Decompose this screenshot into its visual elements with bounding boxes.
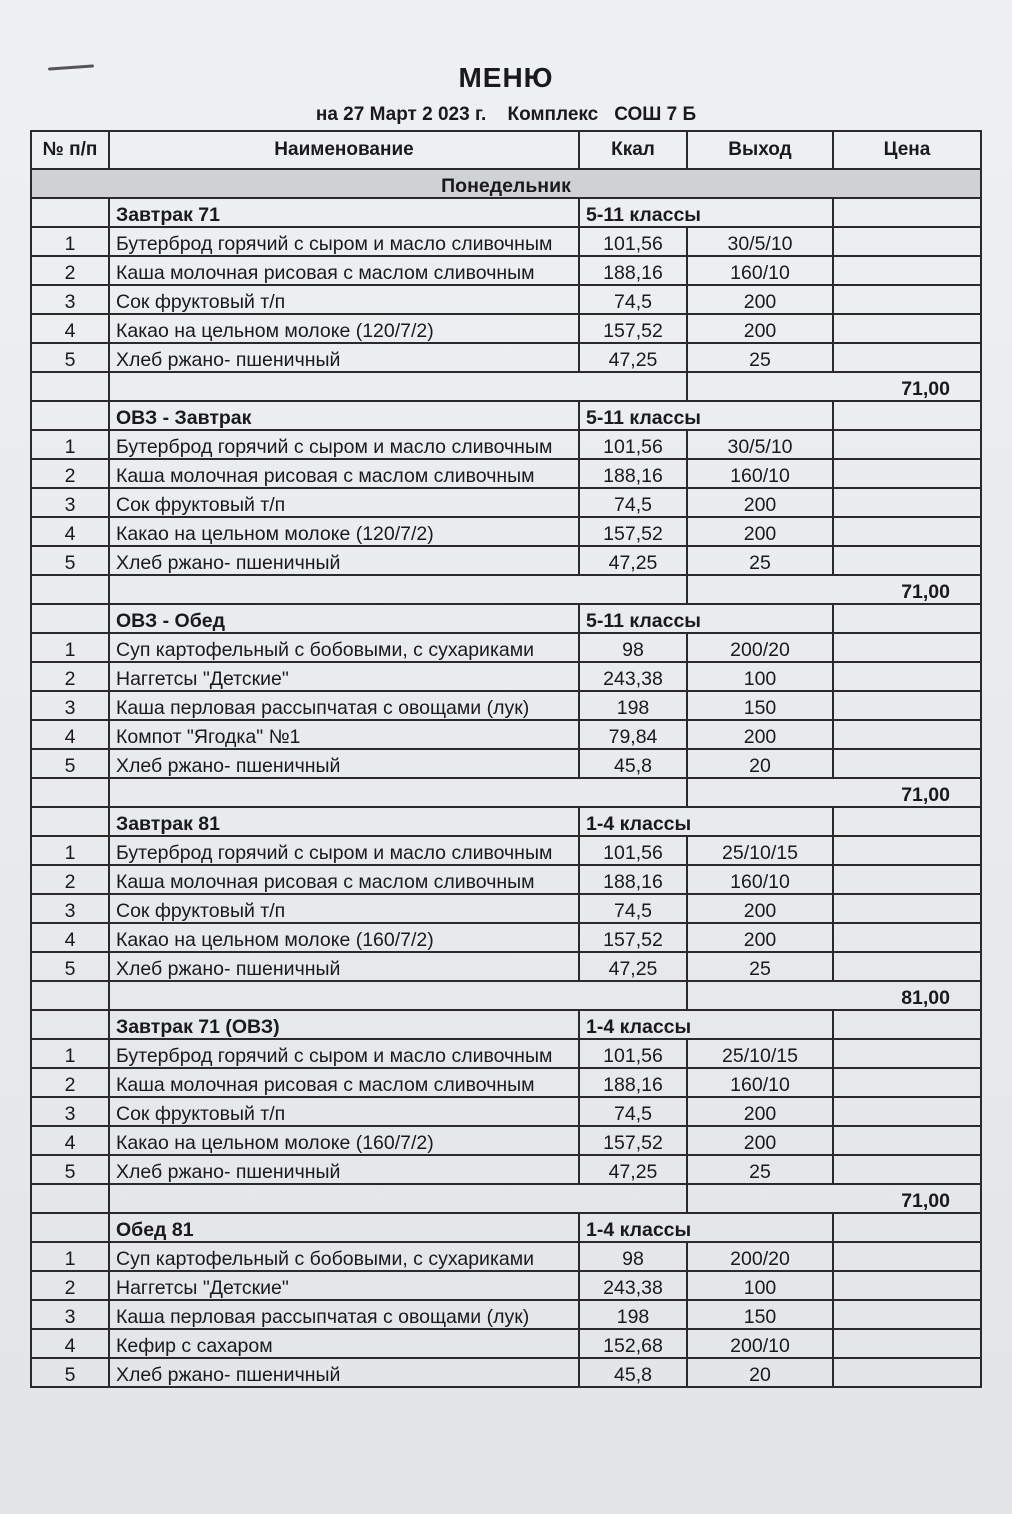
section-grades: 5-11 классы bbox=[579, 198, 833, 227]
section-price-cell bbox=[833, 401, 981, 430]
item-number: 5 bbox=[31, 749, 109, 778]
item-number: 4 bbox=[31, 720, 109, 749]
item-price bbox=[833, 1300, 981, 1329]
item-yield: 200 bbox=[687, 720, 833, 749]
item-number: 3 bbox=[31, 488, 109, 517]
table-row bbox=[31, 1039, 981, 1068]
item-price bbox=[833, 256, 981, 285]
section-num-cell bbox=[31, 807, 109, 836]
total-empty-cell bbox=[109, 575, 687, 604]
total-empty-cell bbox=[31, 1184, 109, 1213]
item-price bbox=[833, 430, 981, 459]
item-price bbox=[833, 894, 981, 923]
item-number: 1 bbox=[31, 836, 109, 865]
item-yield: 200/20 bbox=[687, 633, 833, 662]
menu-subtitle bbox=[0, 104, 1012, 126]
item-price bbox=[833, 517, 981, 546]
section-price-cell bbox=[833, 604, 981, 633]
total-empty-cell bbox=[109, 1184, 687, 1213]
item-kcal: 188,16 bbox=[579, 1068, 687, 1097]
item-number: 2 bbox=[31, 865, 109, 894]
section-num-cell bbox=[31, 401, 109, 430]
item-kcal: 243,38 bbox=[579, 1271, 687, 1300]
table-row bbox=[31, 546, 981, 575]
item-yield: 200 bbox=[687, 285, 833, 314]
menu-date: на 27 Март 2 023 г. bbox=[315, 104, 487, 125]
item-name: Суп картофельный с бобовыми, с сухариками bbox=[109, 633, 579, 662]
item-kcal: 98 bbox=[579, 1242, 687, 1271]
section-total-price: 71,00 bbox=[687, 778, 981, 807]
item-name: Каша перловая рассыпчатая с овощами (лук) bbox=[109, 1300, 579, 1329]
item-number: 5 bbox=[31, 1358, 109, 1387]
item-kcal: 157,52 bbox=[579, 517, 687, 546]
item-yield: 200 bbox=[687, 1097, 833, 1126]
item-kcal: 79,84 bbox=[579, 720, 687, 749]
item-number: 5 bbox=[31, 952, 109, 981]
item-price bbox=[833, 720, 981, 749]
total-empty-cell bbox=[31, 575, 109, 604]
item-yield: 25/10/15 bbox=[687, 1039, 833, 1068]
table-row bbox=[31, 1300, 981, 1329]
section-title: Завтрак 71 bbox=[109, 198, 579, 227]
item-name: Хлеб ржано- пшеничный bbox=[109, 749, 579, 778]
section-total-price: 71,00 bbox=[687, 575, 981, 604]
table-row bbox=[31, 662, 981, 691]
section-title: ОВЗ - Обед bbox=[109, 604, 579, 633]
item-name: Наггетсы "Детские" bbox=[109, 662, 579, 691]
header-price: Цена bbox=[833, 131, 981, 169]
section-grades: 5-11 классы bbox=[579, 401, 833, 430]
item-price bbox=[833, 285, 981, 314]
item-kcal: 45,8 bbox=[579, 749, 687, 778]
table-row bbox=[31, 1358, 981, 1387]
item-yield: 30/5/10 bbox=[687, 227, 833, 256]
section-total-row bbox=[31, 372, 981, 401]
menu-table bbox=[30, 130, 982, 1388]
table-row bbox=[31, 633, 981, 662]
complex-label: Комплекс bbox=[507, 104, 599, 125]
item-yield: 200 bbox=[687, 314, 833, 343]
table-row bbox=[31, 430, 981, 459]
item-name: Сок фруктовый т/п bbox=[109, 1097, 579, 1126]
item-yield: 30/5/10 bbox=[687, 430, 833, 459]
item-kcal: 74,5 bbox=[579, 488, 687, 517]
item-yield: 200 bbox=[687, 488, 833, 517]
section-total-price: 71,00 bbox=[687, 372, 981, 401]
table-row bbox=[31, 894, 981, 923]
item-number: 2 bbox=[31, 1068, 109, 1097]
total-empty-cell bbox=[109, 778, 687, 807]
section-total-row bbox=[31, 1184, 981, 1213]
item-price bbox=[833, 1358, 981, 1387]
section-grades: 1-4 классы bbox=[579, 807, 833, 836]
item-yield: 200 bbox=[687, 1126, 833, 1155]
item-name: Сок фруктовый т/п bbox=[109, 488, 579, 517]
item-name: Какао на цельном молоке (120/7/2) bbox=[109, 517, 579, 546]
item-yield: 150 bbox=[687, 1300, 833, 1329]
section-header-row bbox=[31, 198, 981, 227]
item-kcal: 47,25 bbox=[579, 1155, 687, 1184]
item-yield: 200/20 bbox=[687, 1242, 833, 1271]
item-yield: 25 bbox=[687, 343, 833, 372]
item-yield: 25 bbox=[687, 952, 833, 981]
item-number: 5 bbox=[31, 546, 109, 575]
header-num: № п/п bbox=[31, 131, 109, 169]
item-yield: 25 bbox=[687, 1155, 833, 1184]
item-number: 3 bbox=[31, 894, 109, 923]
header-yield: Выход bbox=[687, 131, 833, 169]
section-title: Завтрак 81 bbox=[109, 807, 579, 836]
item-price bbox=[833, 952, 981, 981]
item-number: 4 bbox=[31, 1126, 109, 1155]
section-header-row bbox=[31, 1010, 981, 1039]
item-number: 1 bbox=[31, 1039, 109, 1068]
item-kcal: 101,56 bbox=[579, 1039, 687, 1068]
item-kcal: 198 bbox=[579, 691, 687, 720]
table-row bbox=[31, 1329, 981, 1358]
item-price bbox=[833, 923, 981, 952]
item-name: Бутерброд горячий с сыром и масло сливочным bbox=[109, 227, 579, 256]
item-number: 2 bbox=[31, 256, 109, 285]
item-yield: 20 bbox=[687, 1358, 833, 1387]
item-price bbox=[833, 314, 981, 343]
total-empty-cell bbox=[31, 372, 109, 401]
item-yield: 160/10 bbox=[687, 256, 833, 285]
item-name: Какао на цельном молоке (160/7/2) bbox=[109, 923, 579, 952]
table-row bbox=[31, 343, 981, 372]
section-grades: 1-4 классы bbox=[579, 1213, 833, 1242]
item-kcal: 157,52 bbox=[579, 314, 687, 343]
table-row bbox=[31, 227, 981, 256]
item-kcal: 198 bbox=[579, 1300, 687, 1329]
item-name: Сок фруктовый т/п bbox=[109, 894, 579, 923]
total-empty-cell bbox=[109, 372, 687, 401]
table-row bbox=[31, 952, 981, 981]
section-price-cell bbox=[833, 198, 981, 227]
item-name: Хлеб ржано- пшеничный bbox=[109, 343, 579, 372]
table-row bbox=[31, 923, 981, 952]
item-kcal: 74,5 bbox=[579, 285, 687, 314]
day-label: Понедельник bbox=[31, 169, 981, 198]
item-name: Каша молочная рисовая с маслом сливочным bbox=[109, 1068, 579, 1097]
section-num-cell bbox=[31, 198, 109, 227]
item-yield: 20 bbox=[687, 749, 833, 778]
total-empty-cell bbox=[31, 981, 109, 1010]
header-name: Наименование bbox=[109, 131, 579, 169]
item-price bbox=[833, 1039, 981, 1068]
total-empty-cell bbox=[109, 981, 687, 1010]
section-price-cell bbox=[833, 807, 981, 836]
item-name: Каша молочная рисовая с маслом сливочным bbox=[109, 459, 579, 488]
table-row bbox=[31, 691, 981, 720]
item-name: Каша перловая рассыпчатая с овощами (лук) bbox=[109, 691, 579, 720]
table-row bbox=[31, 1068, 981, 1097]
item-price bbox=[833, 1271, 981, 1300]
item-yield: 200 bbox=[687, 923, 833, 952]
item-yield: 160/10 bbox=[687, 865, 833, 894]
item-number: 4 bbox=[31, 517, 109, 546]
item-yield: 100 bbox=[687, 1271, 833, 1300]
section-price-cell bbox=[833, 1213, 981, 1242]
table-row bbox=[31, 459, 981, 488]
item-name: Компот "Ягодка" №1 bbox=[109, 720, 579, 749]
item-number: 2 bbox=[31, 662, 109, 691]
item-name: Хлеб ржано- пшеничный bbox=[109, 952, 579, 981]
item-number: 3 bbox=[31, 691, 109, 720]
table-row bbox=[31, 1097, 981, 1126]
item-kcal: 74,5 bbox=[579, 1097, 687, 1126]
section-price-cell bbox=[833, 1010, 981, 1039]
item-name: Суп картофельный с бобовыми, с сухариками bbox=[109, 1242, 579, 1271]
menu-body bbox=[31, 169, 981, 1387]
item-price bbox=[833, 459, 981, 488]
item-price bbox=[833, 749, 981, 778]
item-price bbox=[833, 1329, 981, 1358]
section-title: Завтрак 71 (ОВЗ) bbox=[109, 1010, 579, 1039]
table-row bbox=[31, 1155, 981, 1184]
table-row bbox=[31, 256, 981, 285]
section-total-price: 81,00 bbox=[687, 981, 981, 1010]
section-grades: 5-11 классы bbox=[579, 604, 833, 633]
item-yield: 160/10 bbox=[687, 1068, 833, 1097]
section-header-row bbox=[31, 1213, 981, 1242]
item-name: Бутерброд горячий с сыром и масло сливочным bbox=[109, 836, 579, 865]
table-row bbox=[31, 836, 981, 865]
item-name: Хлеб ржано- пшеничный bbox=[109, 546, 579, 575]
item-price bbox=[833, 1068, 981, 1097]
item-yield: 160/10 bbox=[687, 459, 833, 488]
item-kcal: 152,68 bbox=[579, 1329, 687, 1358]
item-price bbox=[833, 691, 981, 720]
section-header-row bbox=[31, 401, 981, 430]
item-yield: 200/10 bbox=[687, 1329, 833, 1358]
item-name: Сок фруктовый т/п bbox=[109, 285, 579, 314]
item-yield: 25/10/15 bbox=[687, 836, 833, 865]
item-price bbox=[833, 1155, 981, 1184]
item-kcal: 243,38 bbox=[579, 662, 687, 691]
section-total-row bbox=[31, 981, 981, 1010]
item-number: 3 bbox=[31, 285, 109, 314]
total-empty-cell bbox=[31, 778, 109, 807]
item-name: Бутерброд горячий с сыром и масло сливочным bbox=[109, 430, 579, 459]
item-number: 4 bbox=[31, 923, 109, 952]
item-yield: 200 bbox=[687, 894, 833, 923]
item-name: Наггетсы "Детские" bbox=[109, 1271, 579, 1300]
school-name: СОШ 7 Б bbox=[614, 104, 697, 125]
item-kcal: 47,25 bbox=[579, 952, 687, 981]
item-kcal: 47,25 bbox=[579, 546, 687, 575]
item-price bbox=[833, 662, 981, 691]
table-row bbox=[31, 1242, 981, 1271]
item-kcal: 98 bbox=[579, 633, 687, 662]
section-title: ОВЗ - Завтрак bbox=[109, 401, 579, 430]
table-header-row bbox=[31, 131, 981, 169]
item-price bbox=[833, 488, 981, 517]
item-price bbox=[833, 1097, 981, 1126]
item-number: 2 bbox=[31, 1271, 109, 1300]
item-price bbox=[833, 836, 981, 865]
item-number: 1 bbox=[31, 227, 109, 256]
item-number: 1 bbox=[31, 633, 109, 662]
table-row bbox=[31, 285, 981, 314]
item-kcal: 101,56 bbox=[579, 227, 687, 256]
section-total-price: 71,00 bbox=[687, 1184, 981, 1213]
item-number: 5 bbox=[31, 343, 109, 372]
item-kcal: 74,5 bbox=[579, 894, 687, 923]
table-row bbox=[31, 488, 981, 517]
section-num-cell bbox=[31, 1213, 109, 1242]
item-kcal: 188,16 bbox=[579, 459, 687, 488]
table-row bbox=[31, 314, 981, 343]
section-title: Обед 81 bbox=[109, 1213, 579, 1242]
section-total-row bbox=[31, 575, 981, 604]
item-number: 1 bbox=[31, 430, 109, 459]
page-title: МЕНЮ bbox=[458, 62, 554, 93]
day-row bbox=[31, 169, 981, 198]
item-number: 1 bbox=[31, 1242, 109, 1271]
item-yield: 150 bbox=[687, 691, 833, 720]
item-kcal: 188,16 bbox=[579, 865, 687, 894]
table-row bbox=[31, 1271, 981, 1300]
table-row bbox=[31, 1126, 981, 1155]
section-total-row bbox=[31, 778, 981, 807]
item-number: 5 bbox=[31, 1155, 109, 1184]
item-name: Хлеб ржано- пшеничный bbox=[109, 1358, 579, 1387]
section-num-cell bbox=[31, 604, 109, 633]
table-row bbox=[31, 865, 981, 894]
item-kcal: 45,8 bbox=[579, 1358, 687, 1387]
item-kcal: 47,25 bbox=[579, 343, 687, 372]
item-price bbox=[833, 1126, 981, 1155]
item-number: 3 bbox=[31, 1097, 109, 1126]
section-header-row bbox=[31, 604, 981, 633]
item-price bbox=[833, 227, 981, 256]
item-kcal: 157,52 bbox=[579, 1126, 687, 1155]
item-kcal: 101,56 bbox=[579, 430, 687, 459]
item-price bbox=[833, 865, 981, 894]
item-price bbox=[833, 633, 981, 662]
item-name: Какао на цельном молоке (160/7/2) bbox=[109, 1126, 579, 1155]
item-yield: 100 bbox=[687, 662, 833, 691]
table-row bbox=[31, 749, 981, 778]
item-price bbox=[833, 343, 981, 372]
item-name: Кефир с сахаром bbox=[109, 1329, 579, 1358]
item-yield: 25 bbox=[687, 546, 833, 575]
table-row bbox=[31, 517, 981, 546]
item-number: 2 bbox=[31, 459, 109, 488]
section-grades: 1-4 классы bbox=[579, 1010, 833, 1039]
item-number: 4 bbox=[31, 314, 109, 343]
item-price bbox=[833, 546, 981, 575]
item-number: 3 bbox=[31, 1300, 109, 1329]
item-kcal: 188,16 bbox=[579, 256, 687, 285]
table-row bbox=[31, 720, 981, 749]
item-number: 4 bbox=[31, 1329, 109, 1358]
header-kcal: Ккал bbox=[579, 131, 687, 169]
item-yield: 200 bbox=[687, 517, 833, 546]
section-header-row bbox=[31, 807, 981, 836]
item-kcal: 101,56 bbox=[579, 836, 687, 865]
section-num-cell bbox=[31, 1010, 109, 1039]
item-name: Каша молочная рисовая с маслом сливочным bbox=[109, 256, 579, 285]
item-price bbox=[833, 1242, 981, 1271]
item-name: Какао на цельном молоке (120/7/2) bbox=[109, 314, 579, 343]
item-name: Хлеб ржано- пшеничный bbox=[109, 1155, 579, 1184]
item-name: Бутерброд горячий с сыром и масло сливочным bbox=[109, 1039, 579, 1068]
item-kcal: 157,52 bbox=[579, 923, 687, 952]
item-name: Каша молочная рисовая с маслом сливочным bbox=[109, 865, 579, 894]
